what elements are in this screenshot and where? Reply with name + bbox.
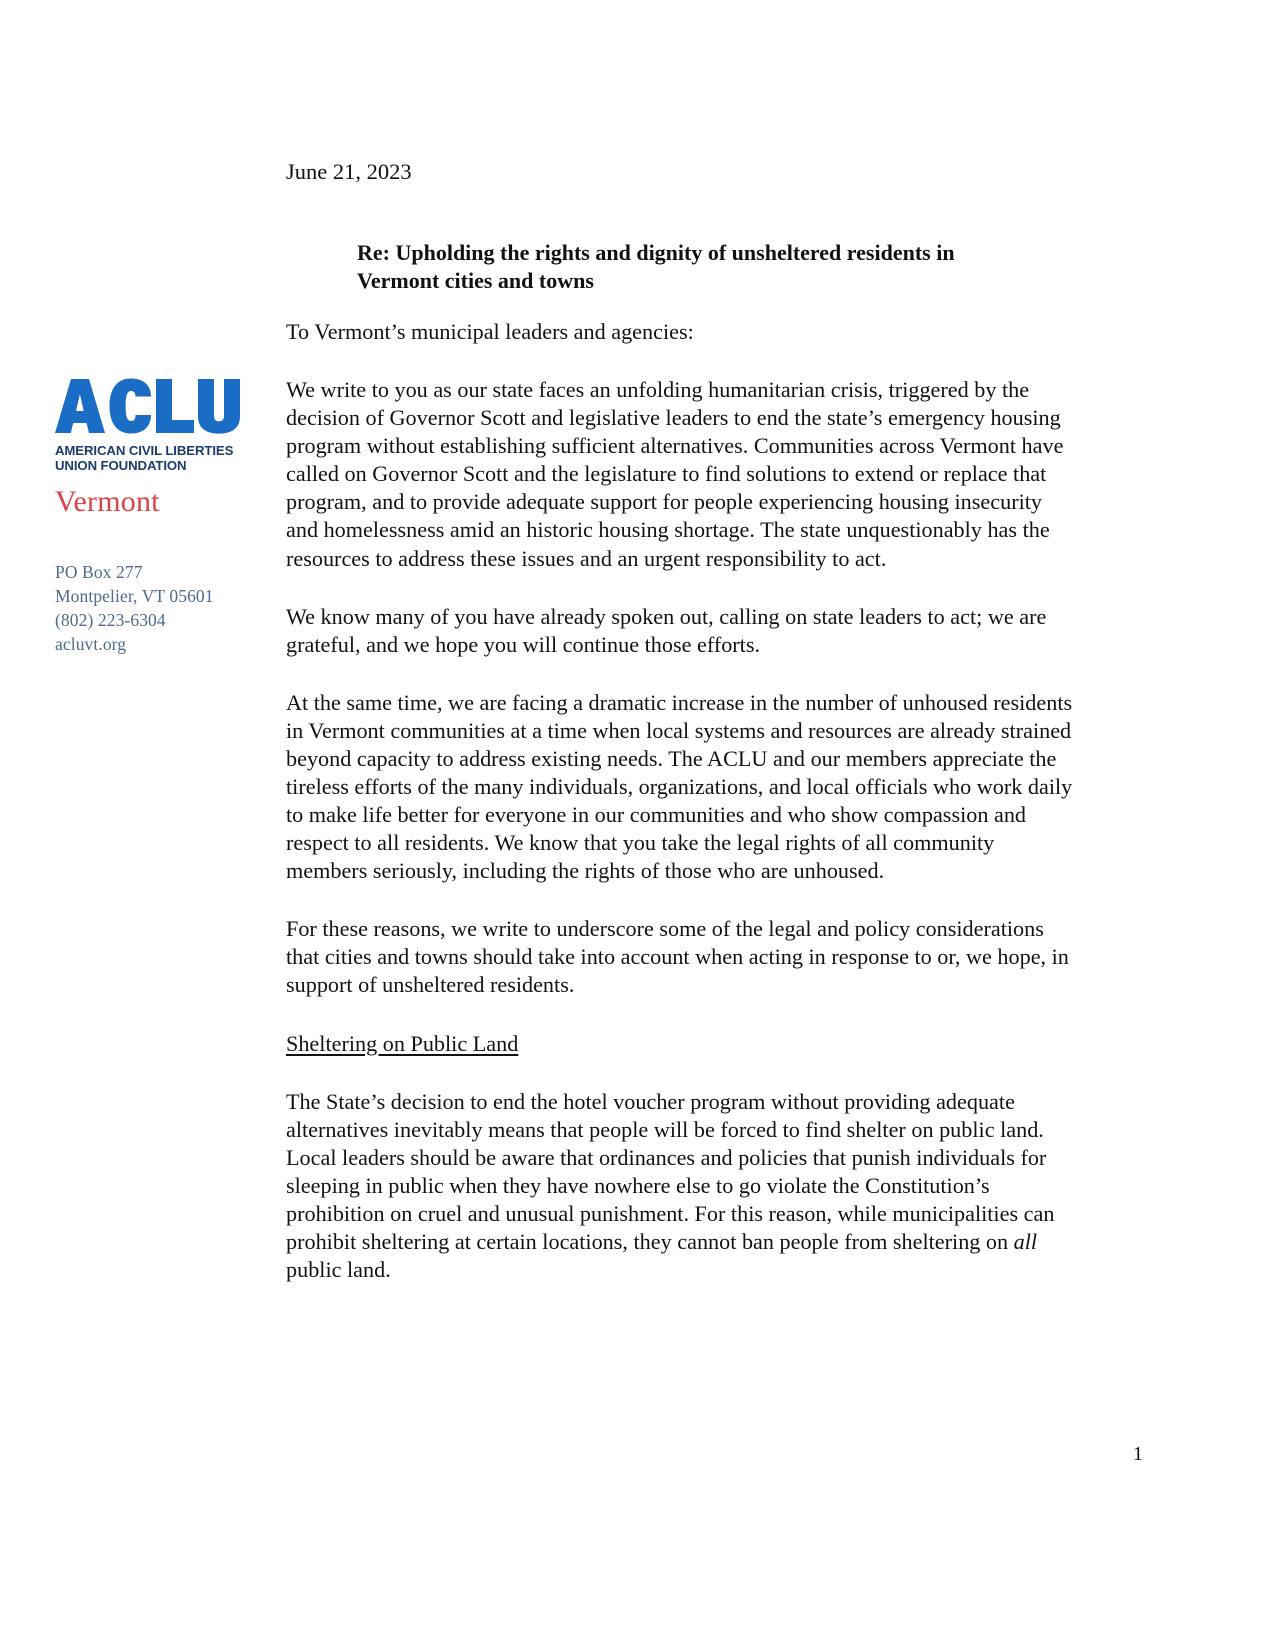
affiliate-name: Vermont	[55, 484, 160, 518]
subject-line: Re: Upholding the rights and dignity of unsheltered residents in Vermont cities and towns	[357, 240, 955, 294]
letterhead	[55, 378, 270, 656]
body-paragraph: At the same time, we are facing a dramatic increase in the number of unhoused residents in Vermont communities at a time when local systems and resources are already strained beyond capacity to address existing needs. The ACLU and our members appreciate the tireless efforts of the many individuals, organizations, and local officials who work daily to make life better for everyone in our communities and who show compassion and respect to all residents. We know that you take the legal rights of all community members seriously, including the rights of those who are unhoused.	[286, 689, 1073, 884]
section-heading: Sheltering on Public Land	[286, 1030, 519, 1056]
paragraph-text-part-1: The State’s decision to end the hotel voucher program without providing adequate alternatives inevitably means that people will be forced to find shelter on public land. Local leaders should be aware that ordinances and policies that punish individuals for sleeping in public when they have nowhere else to go violate the Constitution’s prohibition on cruel and unusual punishment. For this reason, while municipalities can prohibit sheltering at certain locations, they cannot ban people from sheltering on	[286, 1088, 1055, 1255]
paragraph-text-part-2: public land.	[286, 1257, 391, 1283]
address-line-2: Montpelier, VT 05601	[55, 586, 214, 607]
aclu-logo-icon	[55, 378, 243, 434]
body-paragraph: We write to you as our state faces an unfolding humanitarian crisis, triggered by the decision of Governor Scott and legislative leaders to end the state’s emergency housing program without establishing sufficient alternatives. Communities across Vermont have called on Governor Scott and the legislature to find solutions to extend or replace that program, and to provide adequate support for people experiencing housing insecurity and homelessness amid an historic housing shortage. The state unquestionably has the resources to address these issues and an urgent responsibility to act.	[286, 377, 1064, 571]
organization-name: AMERICAN CIVIL LIBERTIES UNION FOUNDATION	[55, 443, 234, 474]
phone-number: (802) 223-6304	[55, 610, 166, 631]
emphasized-word: all	[1013, 1229, 1038, 1255]
contact-block	[55, 560, 270, 657]
address-line-1: PO Box 277	[55, 561, 143, 582]
salutation: To Vermont’s municipal leaders and agencies:	[286, 319, 694, 344]
page-number: 1	[1133, 1443, 1143, 1465]
letter-body	[286, 318, 1076, 1284]
body-paragraph: For these reasons, we write to underscore some of the legal and policy considerations that cities and towns should take into account when acting in response to or, we hope, in support of unsheltered residents.	[286, 916, 1069, 998]
letter-date: June 21, 2023	[286, 159, 412, 184]
website-url: acluvt.org	[55, 634, 127, 655]
body-paragraph: We know many of you have already spoken out, calling on state leaders to act; we are grateful, and we hope you will continue those efforts.	[286, 603, 1047, 657]
section-body-paragraph	[286, 1088, 1076, 1285]
